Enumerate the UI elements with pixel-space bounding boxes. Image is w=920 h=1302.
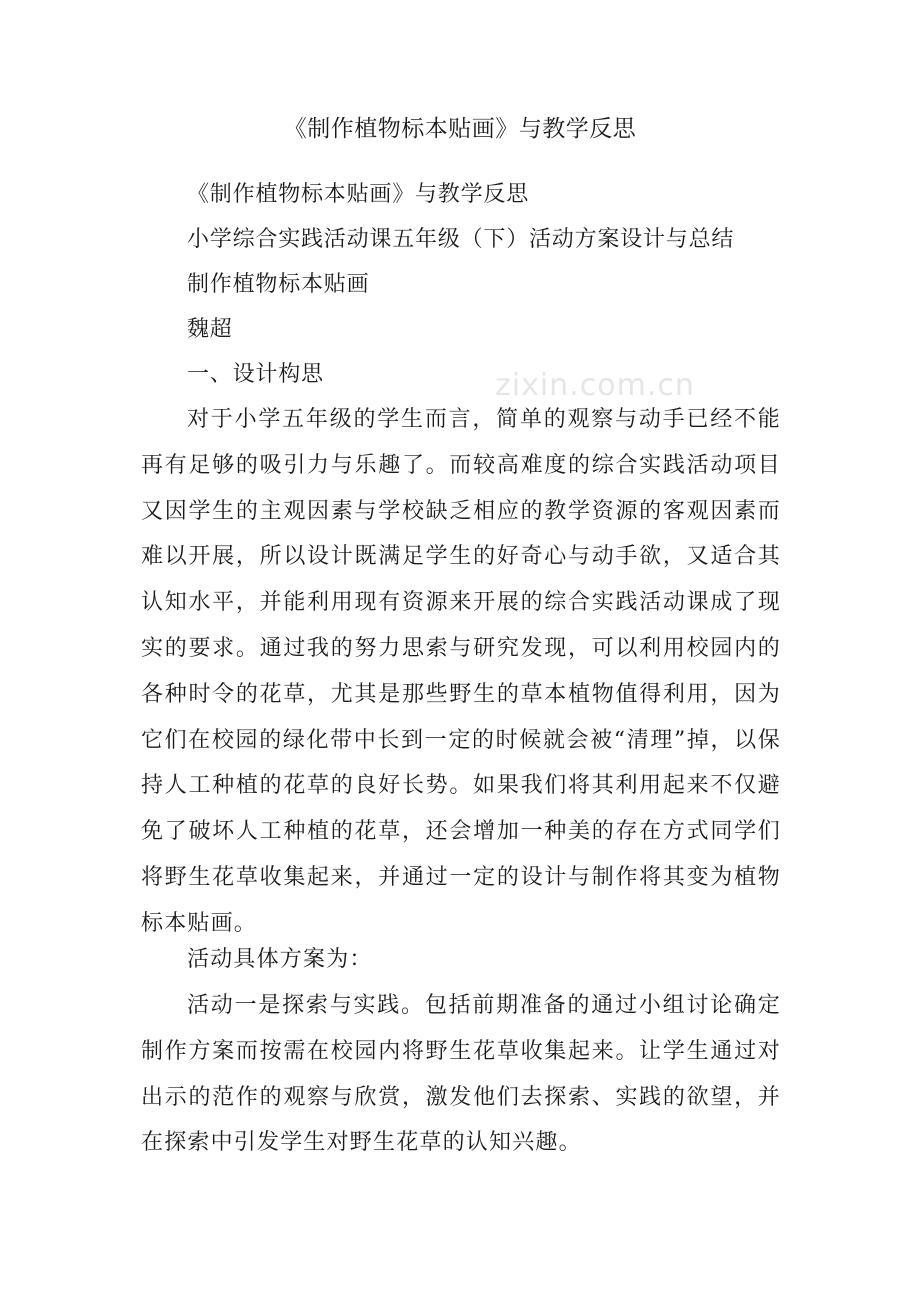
activity-title: 制作植物标本贴画	[187, 272, 370, 297]
document-title: 《制作植物标本贴画》与教学反思	[283, 116, 637, 142]
paragraph-design-idea: 对于小学五年级的学生而言，简单的观察与动手已经不能再有足够的吸引力与乐趣了。而较高难度的综合实践活动项目又因学生的主观因素与学校缺乏相应的教学资源的客观因素而难以开展，所以设计既满足学生的好奇心与动手欲，又适合其认知水平，并能利用现有资源来开展的综合实践活动课成了现实的要求。通过我的努力思索与研究发现，可以利用校园内的各种时令的花草，尤其是那些野生的草本植物值得利用，因为它们在校园的绿化带中长到一定的时候就会被“清理”掉，以保持人工种植的花草的良好长势。如果我们将其利用起来不仅避免了破坏人工种植的花草，还会增加一种美的存在方式同学们将野生花草收集起来，并通过一定的设计与制作将其变为植物标本贴画。	[141, 407, 781, 936]
paragraph-activity-one: 活动一是探索与实践。包括前期准备的通过小组讨论确定制作方案而按需在校园内将野生花草收集起来。让学生通过对出示的范作的观察与欣赏，激发他们去探索、实践的欲望，并在探索中引发学生对野生花草的认知兴趣。	[141, 993, 781, 1156]
paragraph-plan-intro: 活动具体方案为：	[187, 947, 373, 972]
author-name: 魏超	[187, 317, 233, 342]
article-subtitle: 小学综合实践活动课五年级（下）活动方案设计与总结	[187, 227, 735, 252]
watermark-text: zixin.com.cn	[495, 368, 695, 403]
article-heading: 《制作植物标本贴画》与教学反思	[187, 182, 530, 207]
section-heading: 一、设计构思	[187, 362, 324, 387]
